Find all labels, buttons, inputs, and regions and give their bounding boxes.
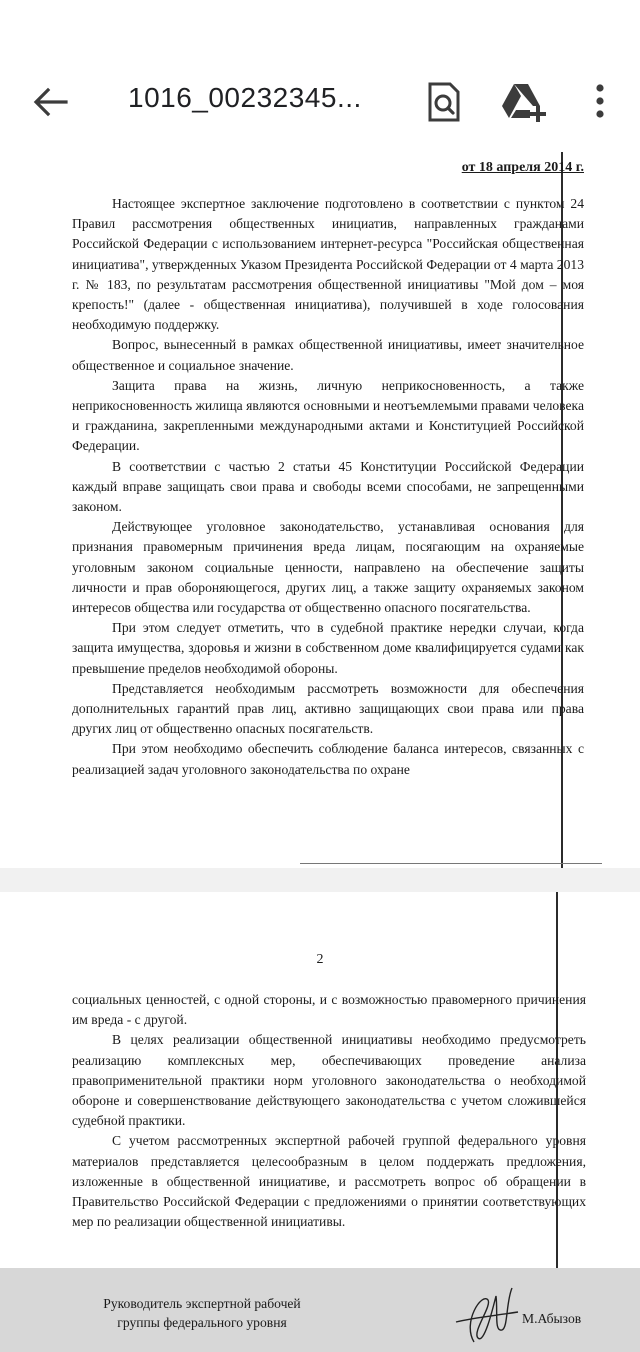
paragraph: При этом необходимо обеспечить соблюдение баланса интересов, связанных с реализацией задач уголовного законодательства по охране — [72, 741, 584, 777]
paragraph: Действующее уголовное законодательство, устанавливая основания для признания правомерным причинения вреда лицам, посягающим на охраняемые уголовным законом социальные ценности, направлено на обеспечение защиты личности и прав обороняющегося, других лиц, а также защиту охраняемых законом интересов общества или государства от общественно опасного посягательства. — [72, 519, 584, 616]
signatory-role-line: Руководитель экспертной рабочей — [103, 1296, 301, 1311]
signatory-role-line: группы федерального уровня — [117, 1315, 287, 1330]
signatory-name: М.Абызов — [522, 1311, 582, 1326]
page-gap — [0, 868, 640, 892]
back-button[interactable] — [30, 84, 70, 120]
paragraph: Вопрос, вынесенный в рамках общественной инициативы, имеет значительное общественное и социальное значение. — [72, 337, 584, 373]
handwritten-signature — [452, 1282, 532, 1352]
document-page-1[interactable] — [0, 152, 640, 868]
paragraph: С учетом рассмотренных экспертной рабочей группой федерального уровня материалов представляется целесообразным в целом поддержать предложения, изложенные в общественной инициативе, и рассмотреть вопрос об обращении в Правительство Российской Федерации с предложениями о принятии соответствующих мер по реализации общественной инициативы. — [72, 1133, 586, 1230]
add-to-drive-icon — [500, 80, 548, 124]
search-in-document-icon — [424, 80, 464, 124]
paragraph: социальных ценностей, с одной стороны, и с возможностью правомерного причинения им вреда - с другой. — [72, 992, 586, 1028]
more-vert-icon — [585, 80, 615, 124]
document-page-2[interactable] — [0, 892, 640, 1268]
page-number: 2 — [316, 952, 324, 967]
paragraph: В соответствии с частью 2 статьи 45 Конституции Российской Федерации каждый вправе защищать свои права и свободы всеми способами, не запрещенными законом. — [72, 458, 584, 515]
signatory-role — [72, 1294, 332, 1332]
document-title: 1016_00232345... — [128, 82, 362, 113]
paragraph: Защита права на жизнь, личную неприкосновенность, а также неприкосновенность жилища являются основными и неотъемлемыми правами человека и гражданина, закрепленными международными актами и Конституцией Российской Федерации. — [72, 377, 584, 454]
document-date: от 18 апреля 2014 г. — [461, 160, 584, 175]
search-in-document-button[interactable] — [424, 80, 464, 124]
arrow-left-icon — [30, 84, 70, 120]
paragraph: Настоящее экспертное заключение подготовлено в соответствии с пунктом 24 Правил рассмотрения общественных инициатив, направленных гражданами Российской Федерации с использованием интернет-ресурса "Российская общественная инициатива", утвержденных Указом Президента Российской Федерации от 4 марта 2013 г. № 183, по результатам рассмотрения общественной инициативы "Мой дом – моя крепость!" (далее - общественная инициатива), получившей в ходе голосования необходимую поддержку. — [72, 196, 584, 333]
document-body — [72, 990, 586, 1232]
more-options-button[interactable] — [585, 80, 615, 124]
scan-artifact-line — [300, 863, 602, 864]
paragraph: В целях реализации общественной инициативы необходимо предусмотреть реализацию комплексных мер, обеспечивающих проведение анализа правоприменительной практики норм уголовного законодательства о необходимой обороне и совершенствование действующего законодательства с учетом сложившейся судебной практики. — [72, 1032, 586, 1129]
document-body — [72, 194, 584, 780]
signature-block — [0, 1268, 640, 1352]
paragraph: Представляется необходимым рассмотреть возможности для обеспечения дополнительных гарантий прав лиц, активно защищающих свои права или права других лиц от общественно опасных посягательств. — [72, 680, 584, 737]
app-bar — [0, 0, 640, 150]
add-to-drive-button[interactable] — [500, 80, 540, 124]
paragraph: При этом следует отметить, что в судебной практике нередки случаи, когда защита имущества, здоровья и жизни в собственном доме квалифицируется судами как превышение пределов необходимой обороны. — [72, 620, 584, 676]
